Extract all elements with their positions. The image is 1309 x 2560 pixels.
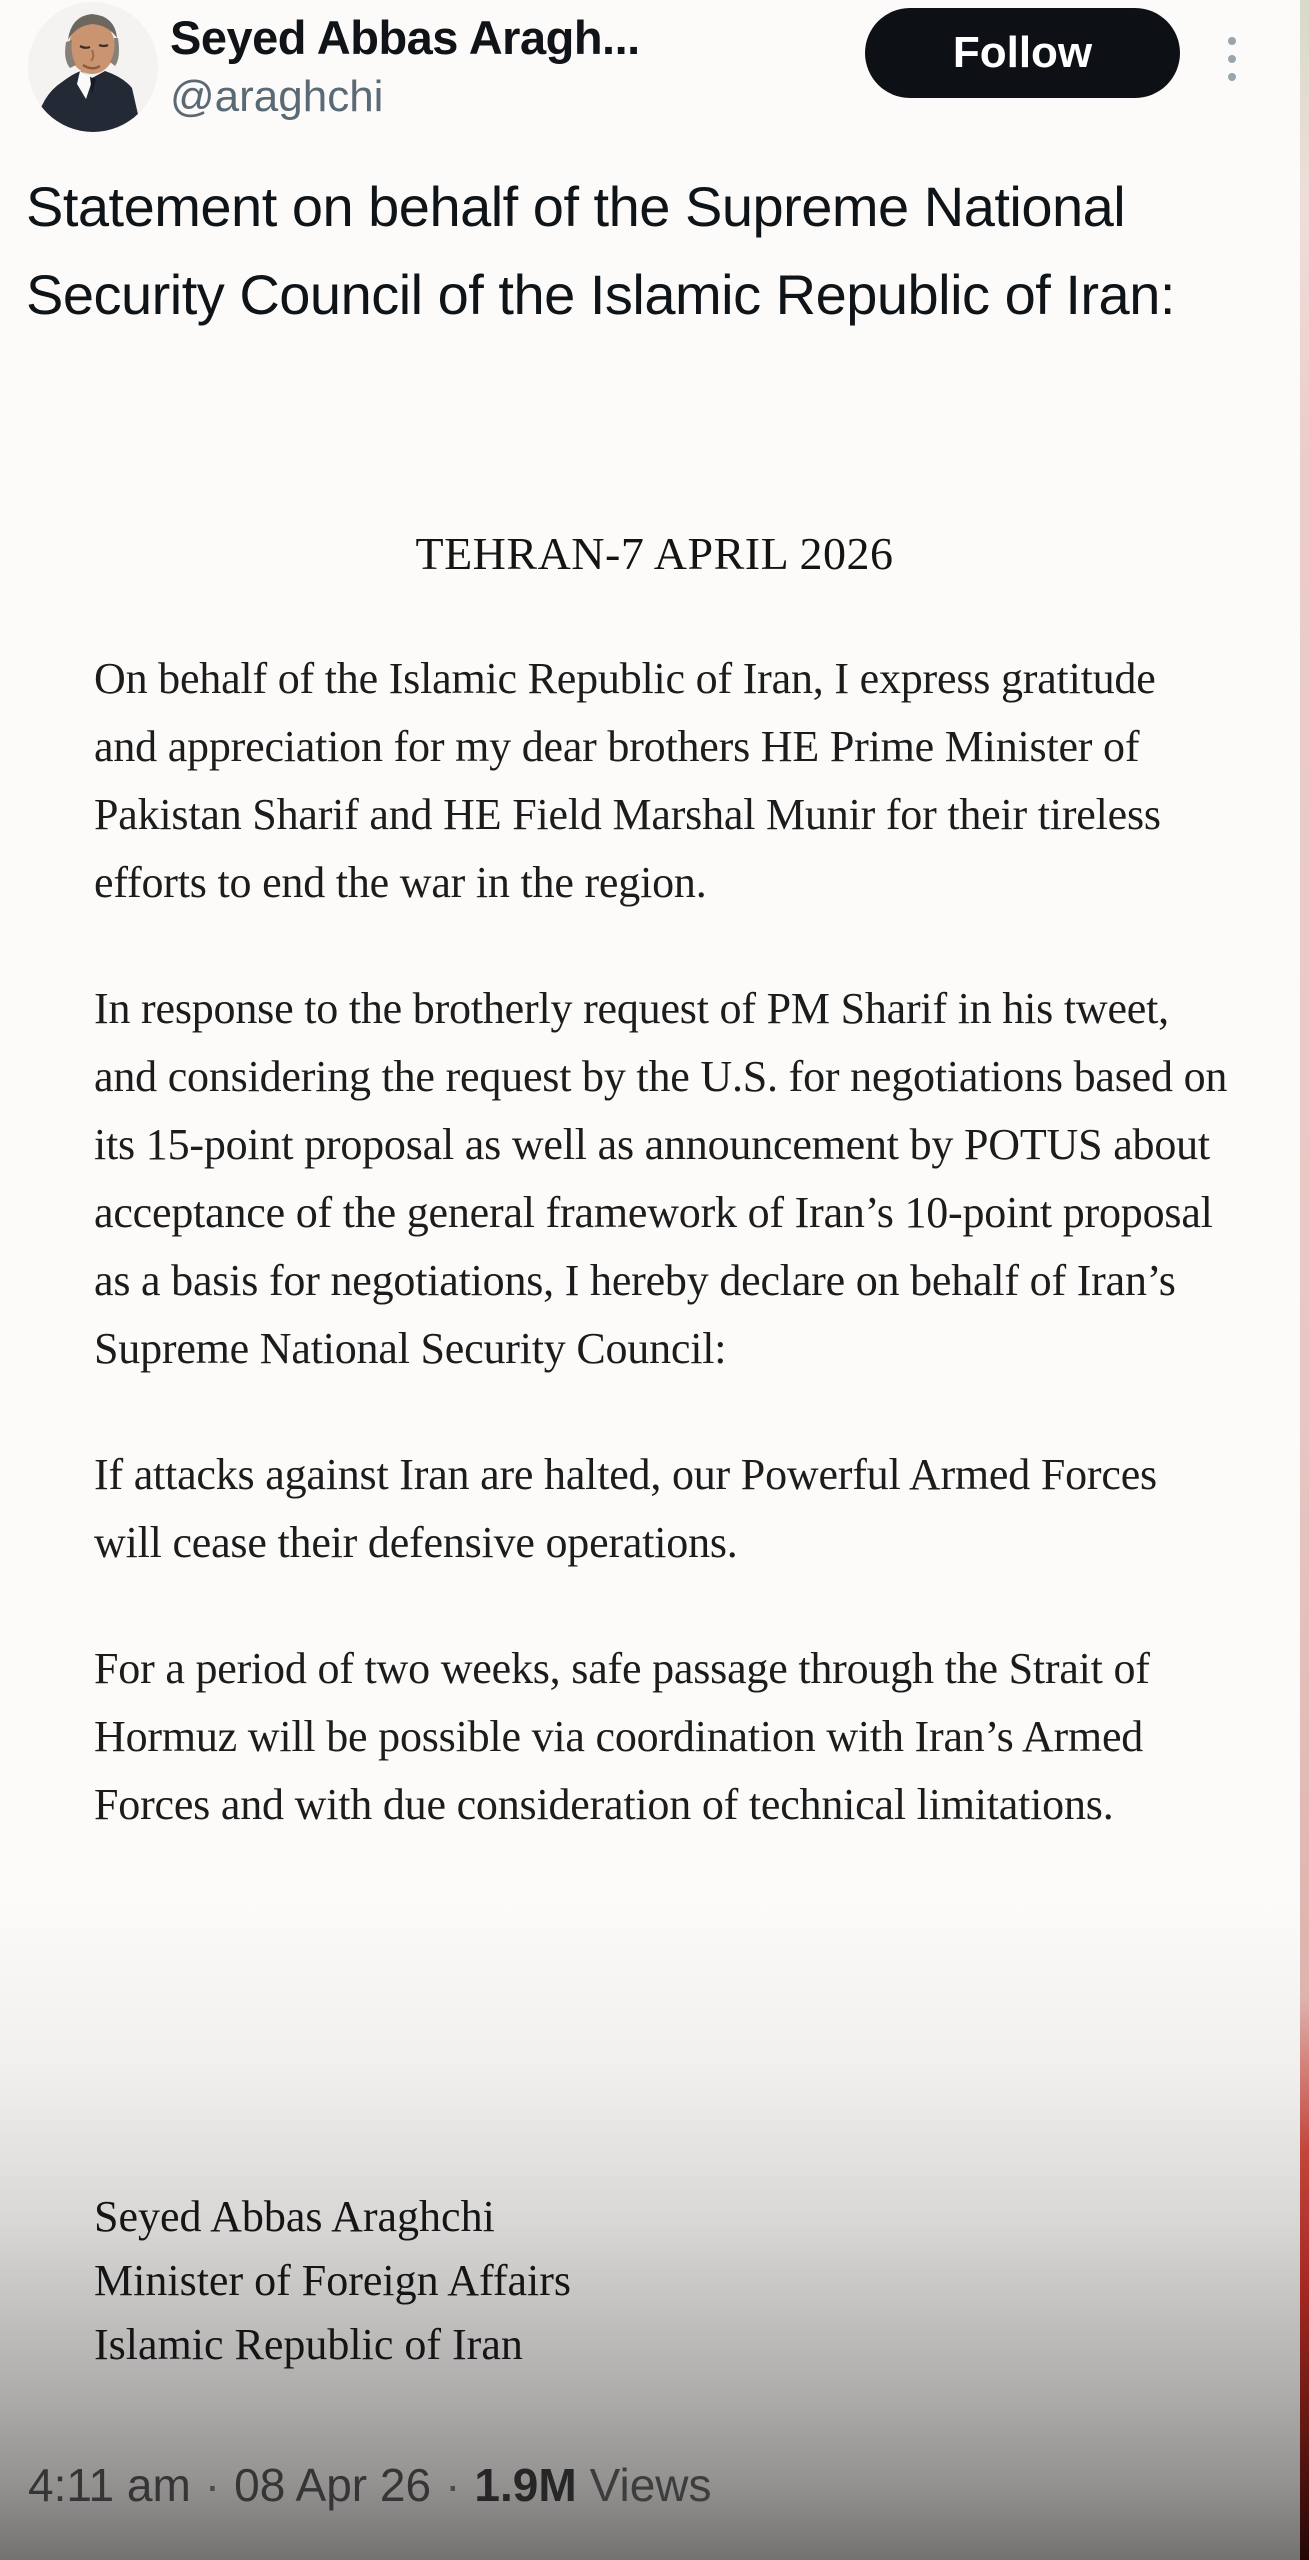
screen-edge-artifact bbox=[1300, 0, 1309, 2560]
signature-line: Minister of Foreign Affairs bbox=[94, 2256, 572, 2305]
avatar[interactable] bbox=[28, 2, 158, 132]
views-count: 1.9M bbox=[474, 2459, 577, 2511]
statement-dateline: TEHRAN-7 APRIL 2026 bbox=[415, 528, 894, 579]
signature-line: Seyed Abbas Araghchi bbox=[94, 2192, 495, 2241]
more-options-button[interactable] bbox=[1210, 26, 1254, 92]
author-handle[interactable]: @araghchi bbox=[170, 72, 384, 121]
statement-paragraph: For a period of two weeks, safe passage through the Strait of Hormuz will be possible via coordination with Iran’s Armed Forces and with due consideration of technical limitations. bbox=[94, 1644, 1150, 1829]
follow-button[interactable] bbox=[865, 8, 1180, 98]
metadata-separator: · bbox=[445, 2459, 461, 2511]
tweet-metadata bbox=[28, 2458, 712, 2512]
timestamp: 4:11 am bbox=[28, 2459, 191, 2511]
profile-photo-image bbox=[28, 2, 158, 132]
metadata-separator: · bbox=[204, 2459, 221, 2511]
date: 08 Apr 26 bbox=[234, 2459, 432, 2511]
statement-paragraph: On behalf of the Islamic Republic of Iran, I express gratitude and appreciation for my dear brothers HE Prime Minister of Pakistan Sharif and HE Field Marshal Munir for their tireless efforts to end the war in the region. bbox=[94, 654, 1161, 907]
statement-paragraph: In response to the brotherly request of PM Sharif in his tweet, and considering the request by the U.S. for negotiations based on its 15-point proposal as well as announcement by POTUS about acceptance of the general framework of Iran’s 10-point proposal as a basis for negotiations, I hereby declare on behalf of Iran’s Supreme National Security Council: bbox=[94, 984, 1228, 1373]
statement-image[interactable] bbox=[0, 470, 1309, 2400]
statement-paragraph: If attacks against Iran are halted, our Powerful Armed Forces will cease their defensive operations. bbox=[94, 1450, 1157, 1567]
tweet-text: Statement on behalf of the Supreme National Security Council of the Islamic Republic of Iran: bbox=[26, 175, 1175, 326]
statement-body bbox=[94, 645, 1229, 1839]
follow-button-label: Follow bbox=[952, 28, 1093, 77]
vertical-ellipsis-icon bbox=[1228, 37, 1236, 81]
signature-line: Islamic Republic of Iran bbox=[94, 2320, 523, 2369]
views-label: Views bbox=[589, 2459, 712, 2511]
statement-signature bbox=[94, 2185, 571, 2377]
author-name[interactable]: Seyed Abbas Aragh... bbox=[170, 11, 640, 64]
